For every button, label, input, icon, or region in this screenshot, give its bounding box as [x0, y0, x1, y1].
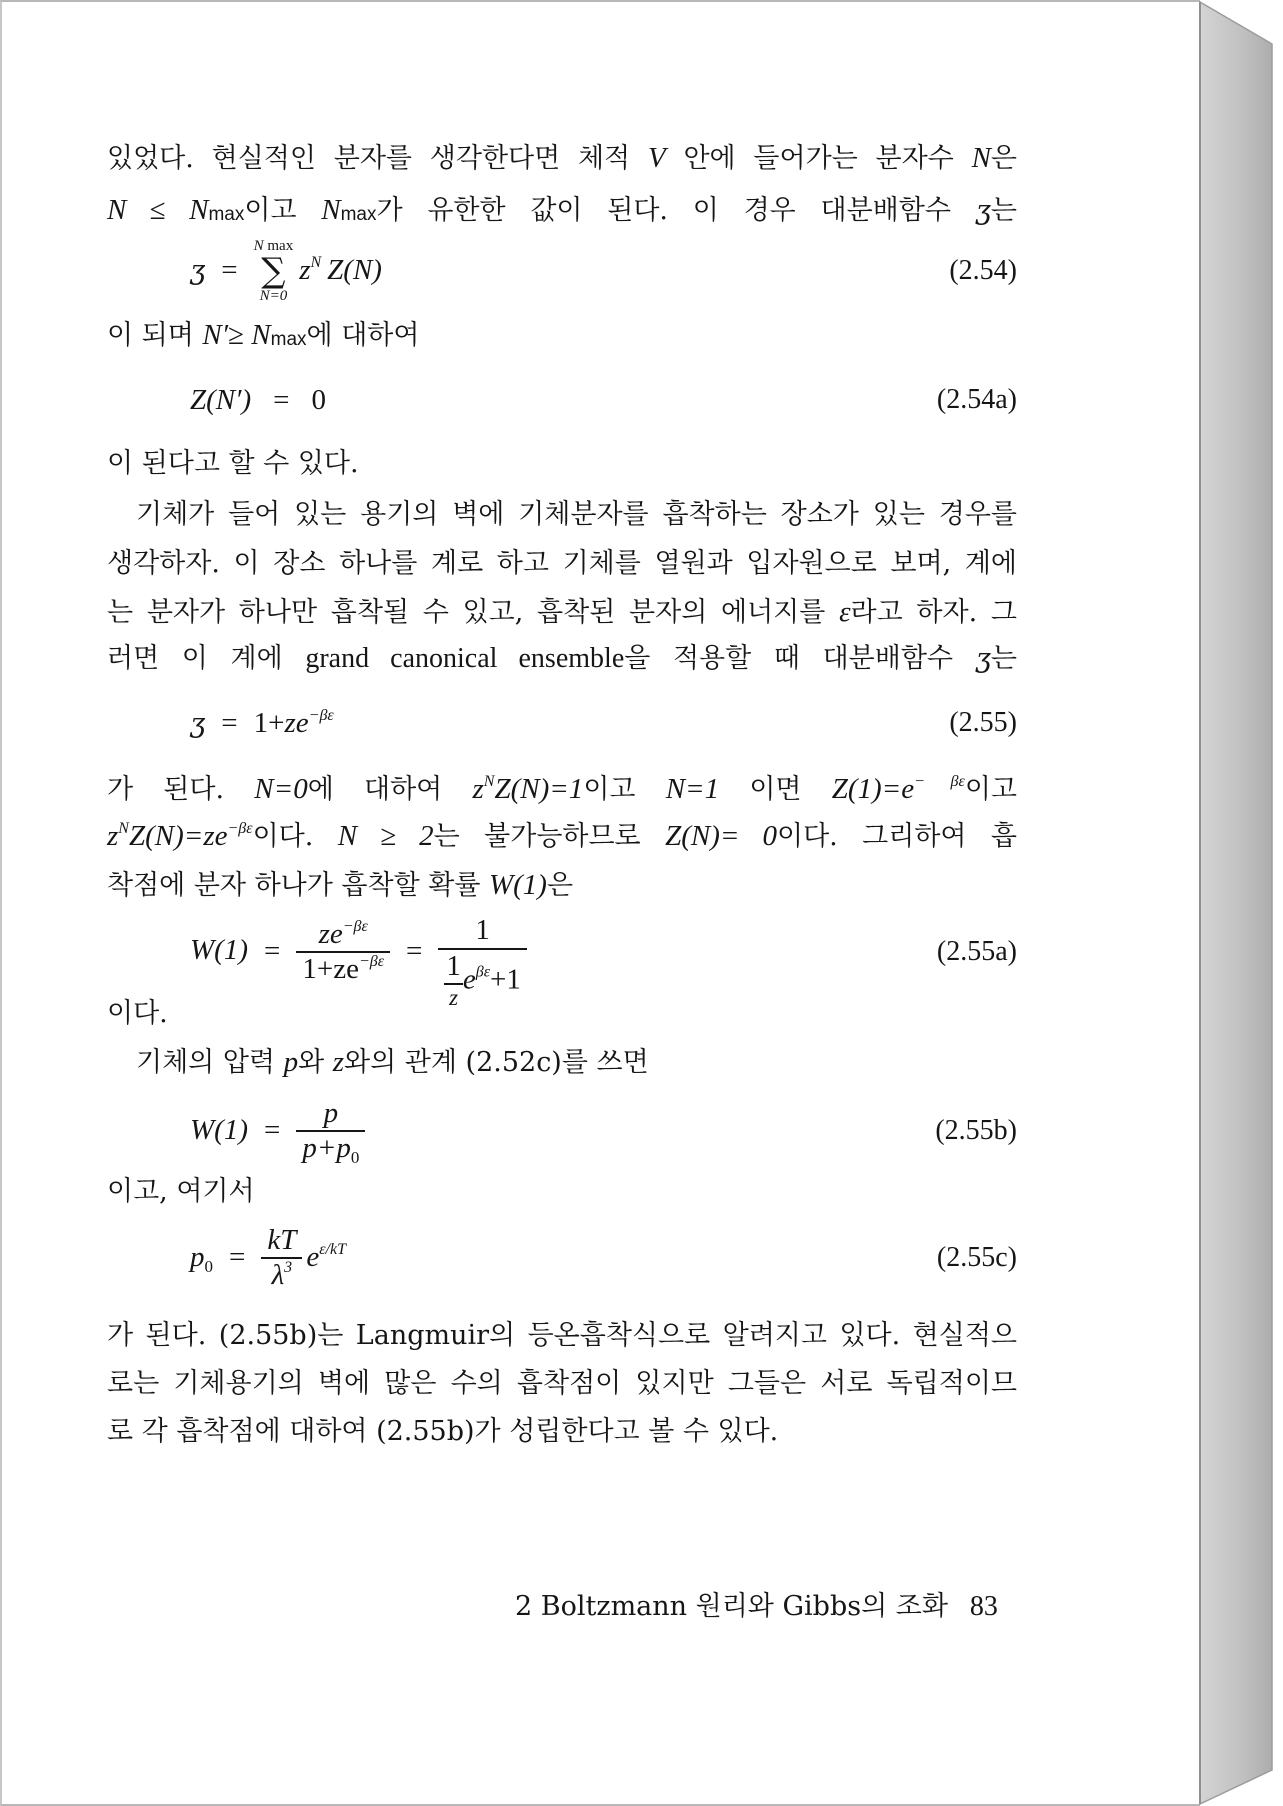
superscript: − βε: [914, 773, 965, 790]
equals-sign: =: [229, 1240, 246, 1273]
less-equal-sign: ≤: [126, 194, 190, 226]
math-run: 0: [311, 383, 326, 416]
math-run: z: [449, 985, 459, 1011]
fraction: [261, 1224, 302, 1293]
sum-lower-limit: N=0: [259, 288, 288, 304]
text-line-8: 이다.: [107, 998, 168, 1029]
math-run: Z(N)=1: [494, 773, 584, 805]
equation-number: (2.54a): [936, 384, 1017, 415]
math-run: N=1: [665, 773, 720, 805]
equation-body: [190, 383, 326, 416]
text-run: 와의 관계 (2.52c)를 쓰면: [344, 1047, 649, 1078]
equals-sign: =: [221, 253, 238, 286]
superscript: βε: [475, 963, 491, 981]
math-run: W(1): [488, 869, 547, 901]
math-run: N ≥ 2: [337, 820, 434, 852]
paragraph-line-2: 생각하자. 이 장소 하나를 계로 하고 기체를 열원과 입자원으로 보며, 계에: [107, 548, 1017, 579]
fraction-denominator: [266, 1259, 299, 1292]
math-run: z: [472, 773, 484, 805]
fraction: [296, 918, 390, 987]
math-p: p: [283, 1046, 299, 1078]
math-run: 1+ze: [302, 953, 359, 985]
text-run: 이다.: [252, 821, 338, 852]
text-run: 는: [990, 195, 1017, 226]
equation-2-54a: [190, 380, 1017, 420]
math-n: N: [251, 319, 271, 351]
chapter-title: 2 Boltzmann 원리와 Gibbs의 조화: [515, 1591, 948, 1622]
text-run: 기체의 압력: [136, 1047, 284, 1078]
text-run: 는 분자가 하나만 흡착될 수 있고, 흡착된 분자의 에너지를: [107, 597, 840, 628]
text-line-1: [107, 140, 1017, 176]
math-epsilon: ε: [839, 596, 851, 628]
superscript: N: [310, 253, 322, 271]
text-line-3: [107, 317, 1017, 353]
superscript: −βε: [342, 917, 368, 935]
text-run: 을 적용할 때 대분배함수: [624, 643, 976, 674]
equation-number: (2.54): [949, 255, 1017, 286]
equation-2-55b: [190, 1096, 1017, 1167]
grand-partition-symbol: ʒ: [975, 643, 991, 674]
equation-number: (2.55c): [936, 1242, 1017, 1273]
text-run: 착점에 분자 하나가 흡착할 확률: [107, 870, 489, 901]
superscript: −βε: [358, 953, 385, 970]
math-run: Z(N′): [190, 383, 252, 416]
math-n: N: [189, 194, 209, 226]
math-run: +1: [490, 963, 521, 996]
math-run: p: [323, 1096, 339, 1129]
equation-2-55a: [190, 897, 1017, 1011]
math-run: 1+: [253, 706, 285, 739]
summation: [254, 238, 294, 305]
text-run: 는 불가능하므로: [433, 821, 666, 852]
superscript: ε/kT: [319, 1240, 346, 1258]
fraction-numerator: [469, 892, 496, 947]
math-n-prime: N′: [202, 319, 229, 351]
text-run: 와: [298, 1047, 333, 1078]
equals-sign: =: [263, 934, 281, 967]
text-line-9: [136, 1044, 1017, 1080]
equation-number: (2.55a): [936, 936, 1017, 967]
subscript: 0: [350, 1148, 360, 1167]
fraction-numerator: [444, 950, 463, 983]
equals-sign: =: [263, 1113, 281, 1146]
math-run: kT: [267, 1223, 297, 1256]
superscript: 3: [284, 1259, 293, 1276]
math-run: p+p: [302, 1132, 351, 1164]
math-n: N: [107, 194, 127, 226]
text-line-5: [107, 771, 1017, 807]
text-run: 이고: [583, 774, 666, 805]
equals-sign: =: [406, 934, 423, 967]
superscript: −βε: [308, 706, 334, 724]
text-line-10: 이고, 여기서: [107, 1176, 255, 1207]
equals-sign: =: [221, 706, 238, 739]
paragraph-line-4: [107, 641, 1017, 677]
text-run: 은: [990, 143, 1017, 174]
equation-body: [190, 1224, 346, 1293]
page-thickness-band: [1200, 2, 1272, 1804]
math-run: Z(1)=e: [831, 773, 915, 805]
text-run: 이다. 그리하여 흡: [777, 821, 1017, 852]
math-run: e: [306, 1240, 320, 1273]
equation-body: [190, 892, 527, 1011]
subscript-max: max: [208, 204, 245, 225]
text-run: 이 되며: [107, 320, 203, 351]
latin-term: grand canonical ensemble: [305, 643, 625, 674]
text-run: 있었다. 현실적인 분자를 생각한다면 체적: [107, 143, 648, 174]
equation-2-55: [190, 703, 1017, 743]
math-n: N: [321, 194, 341, 226]
equation-2-54: [190, 231, 1017, 311]
text-run: 러면 이 계에: [107, 643, 306, 674]
text-line-12: 로는 기체용기의 벽에 많은 수의 흡착점이 있지만 그들은 서로 독립적이므: [107, 1368, 1017, 1399]
subscript-max: max: [270, 329, 307, 350]
fraction-denominator: [296, 953, 390, 986]
paragraph-line-3: [107, 594, 1017, 630]
math-run: ze: [284, 706, 309, 739]
fraction: [296, 1097, 365, 1166]
equation-body: [190, 706, 334, 739]
math-run: 1: [475, 914, 490, 947]
math-run: Z(N)=ze: [128, 820, 228, 852]
math-run: λ: [271, 1259, 285, 1291]
equation-number: (2.55b): [935, 1115, 1017, 1146]
text-run: 가 된다.: [107, 774, 255, 805]
sigma-symbol: ∑: [261, 251, 286, 291]
text-line-11: 가 된다. (2.55b)는 Langmuir의 등온흡착식으로 알려지고 있다. 현실적으: [107, 1320, 1017, 1351]
superscript: −βε: [227, 820, 253, 837]
text-run: 에 대하여: [307, 774, 473, 805]
math-run: Z(N)= 0: [665, 820, 777, 852]
text-run: 안에 들어가는 분자수: [665, 143, 972, 174]
text-line-2: [107, 192, 1017, 228]
math-n: N: [253, 237, 264, 254]
fraction-numerator: [318, 1097, 345, 1130]
grand-partition-symbol: ʒ: [190, 707, 206, 739]
equation-2-55c: [190, 1223, 1017, 1291]
grand-partition-symbol: ʒ: [975, 195, 991, 226]
math-n: N: [971, 142, 991, 174]
text-run: 은: [546, 870, 574, 901]
fraction-numerator: [313, 918, 374, 951]
superscript: N: [483, 773, 495, 790]
text-run: 가 유한한 값이 된다. 이 경우 대분배함수: [376, 195, 976, 226]
text-run: 이고: [964, 774, 1018, 805]
math-run: z: [107, 820, 119, 852]
math-run: W(1): [190, 1113, 248, 1146]
equation-number: (2.55): [949, 707, 1017, 738]
greater-equal-sign: ≥: [228, 319, 252, 351]
text-run: 에 대하여: [306, 320, 420, 351]
text-line-13: 로 각 흡착점에 대하여 (2.55b)가 성립한다고 볼 수 있다.: [107, 1416, 779, 1447]
grand-partition-symbol: ʒ: [190, 254, 206, 286]
running-footer: [515, 1589, 998, 1625]
math-run: ze: [318, 917, 343, 950]
text-line-4: 이 된다고 할 수 있다.: [107, 448, 359, 479]
paragraph-line-1: 기체가 들어 있는 용기의 벽에 기체분자를 흡착하는 장소가 있는 경우를: [136, 499, 1017, 530]
text-line-6: [107, 818, 1017, 854]
fraction-denominator: [296, 1132, 365, 1165]
equation-body: [190, 1097, 365, 1166]
math-z: z: [332, 1046, 345, 1078]
equation-body: [190, 238, 382, 305]
math-run: e: [462, 963, 476, 996]
subscript-max: max: [267, 237, 294, 254]
math-run: 1: [446, 949, 461, 982]
math-run: N=0: [254, 773, 308, 805]
math-run: p: [190, 1240, 205, 1273]
math-run: W(1): [190, 934, 248, 967]
math-run: z: [299, 253, 311, 286]
superscript: N: [118, 820, 129, 837]
text-run: 이면: [719, 774, 832, 805]
math-run: Z(N): [327, 253, 382, 286]
math-v: V: [647, 142, 666, 174]
equals-sign: =: [273, 383, 290, 416]
fraction-numerator: [261, 1224, 302, 1257]
fraction: [438, 892, 527, 1011]
subscript: 0: [204, 1256, 213, 1276]
text-run: 이고: [244, 195, 322, 226]
text-run: 는: [990, 643, 1017, 674]
subscript-max: max: [340, 204, 377, 225]
text-run: 라고 하자. 그: [850, 597, 1017, 628]
page-number: 83: [969, 1591, 998, 1622]
